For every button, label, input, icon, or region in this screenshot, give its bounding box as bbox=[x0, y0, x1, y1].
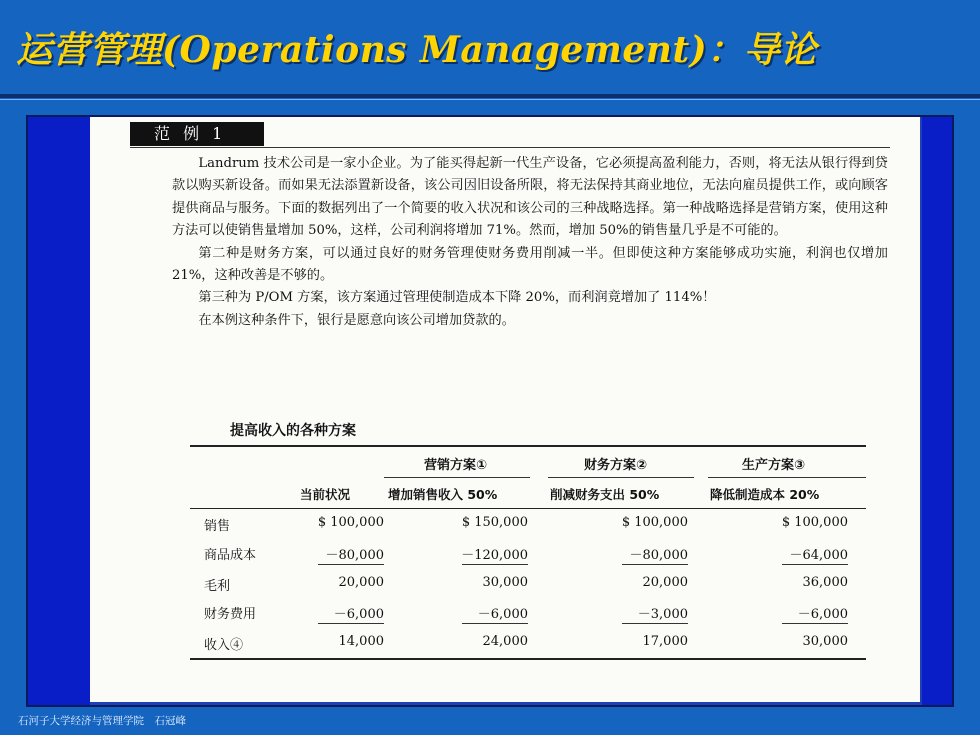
example-paragraph: 第二种是财务方案，可以通过良好的财务管理使财务费用削减一半。但即使这种方案能够成功实施，利润也仅增加 21%，这种改善是不够的。 bbox=[172, 245, 888, 284]
table-cell: 14,000 bbox=[338, 634, 384, 649]
row-label-income: 收入④ bbox=[204, 638, 244, 653]
subtotal-rule bbox=[782, 623, 848, 624]
group-header-finance: 财务方案② bbox=[584, 458, 648, 473]
table-cell: －64,000 bbox=[789, 548, 848, 563]
table-cell: 24,000 bbox=[482, 634, 528, 649]
table-cell: －6,000 bbox=[797, 607, 848, 622]
table-cell: －80,000 bbox=[629, 548, 688, 563]
example-paragraph: 在本例这种条件下，银行是愿意向该公司增加贷款的。 bbox=[198, 312, 515, 328]
slide-title: 运营管理(Operations Management)：导论 bbox=[16, 29, 817, 71]
table-cell: －120,000 bbox=[461, 548, 528, 563]
row-label-financial-cost: 财务费用 bbox=[204, 607, 257, 622]
table-cell: $ 100,000 bbox=[621, 515, 688, 530]
example-tag: 范 例 1 bbox=[130, 122, 264, 146]
table-cell: $ 100,000 bbox=[781, 515, 848, 530]
slide-footer: 石河子大学经济与管理学院 石冠峰 bbox=[18, 715, 186, 727]
table-cell: 30,000 bbox=[802, 634, 848, 649]
example-paragraph: 第三种为 P/OM 方案，该方案通过管理使制造成本下降 20%，而利润竟增加了 114%！ bbox=[198, 290, 716, 306]
table-cell: 36,000 bbox=[802, 575, 848, 590]
scanned-page bbox=[90, 117, 920, 702]
subtotal-rule bbox=[622, 564, 688, 565]
column-header-marketing: 增加销售收入 50% bbox=[388, 487, 498, 502]
example-paragraph: Landrum 技术公司是一家小企业。为了能买得起新一代生产设备，它必须提高盈利能力，否则，将无法从银行得到贷款以购买新设备。而如果无法添置新设备，该公司因旧设备所限，将无法保持其商业地位，无法向雇员提供工作，或向顾客提供商品与服务。下面的数据列出了一个简要的收入状况和该公司的三种战略选择。第一种战略选择是营销方案，使用这种方法可以使销售量增加 50%，这样，公司利润将增加 71%。然而，增加 50%的销售量几乎是不可能的。 bbox=[172, 156, 888, 239]
example-tag-rule bbox=[130, 147, 890, 148]
table-cell: －6,000 bbox=[477, 607, 528, 622]
subtotal-rule bbox=[782, 564, 848, 565]
group-header-production: 生产方案③ bbox=[742, 458, 806, 473]
subtotal-rule bbox=[462, 623, 528, 624]
title-divider bbox=[0, 94, 980, 98]
group-header-marketing: 营销方案① bbox=[424, 458, 488, 473]
table-cell: $ 150,000 bbox=[461, 515, 528, 530]
table-cell: －6,000 bbox=[333, 607, 384, 622]
table-cell: －80,000 bbox=[325, 548, 384, 563]
subtotal-rule bbox=[462, 564, 528, 565]
subtotal-rule bbox=[622, 623, 688, 624]
table-title: 提高收入的各种方案 bbox=[230, 423, 356, 439]
example-body bbox=[172, 153, 888, 332]
group-header-rule bbox=[548, 477, 694, 478]
panel-left-band bbox=[28, 117, 90, 705]
table-top-rule bbox=[190, 445, 866, 447]
table-cell: 20,000 bbox=[642, 575, 688, 590]
group-header-rule bbox=[384, 477, 530, 478]
table-cell: －3,000 bbox=[637, 607, 688, 622]
title-divider-highlight bbox=[0, 99, 980, 100]
subtotal-rule bbox=[318, 564, 384, 565]
panel-right-band bbox=[922, 117, 952, 705]
row-label-cogs: 商品成本 bbox=[204, 548, 257, 563]
table-cell: 20,000 bbox=[338, 575, 384, 590]
subtotal-rule bbox=[318, 623, 384, 624]
row-label-sales: 销售 bbox=[204, 519, 231, 534]
column-header-current: 当前状况 bbox=[300, 487, 351, 502]
table-cell: 17,000 bbox=[642, 634, 688, 649]
group-header-rule bbox=[708, 477, 866, 478]
column-header-production: 降低制造成本 20% bbox=[710, 487, 820, 502]
table-cell: $ 100,000 bbox=[317, 515, 384, 530]
table-bottom-rule bbox=[190, 658, 866, 660]
table-header-rule bbox=[190, 508, 866, 509]
row-label-gross-profit: 毛利 bbox=[204, 579, 231, 594]
column-header-finance: 削减财务支出 50% bbox=[550, 487, 660, 502]
table-cell: 30,000 bbox=[482, 575, 528, 590]
